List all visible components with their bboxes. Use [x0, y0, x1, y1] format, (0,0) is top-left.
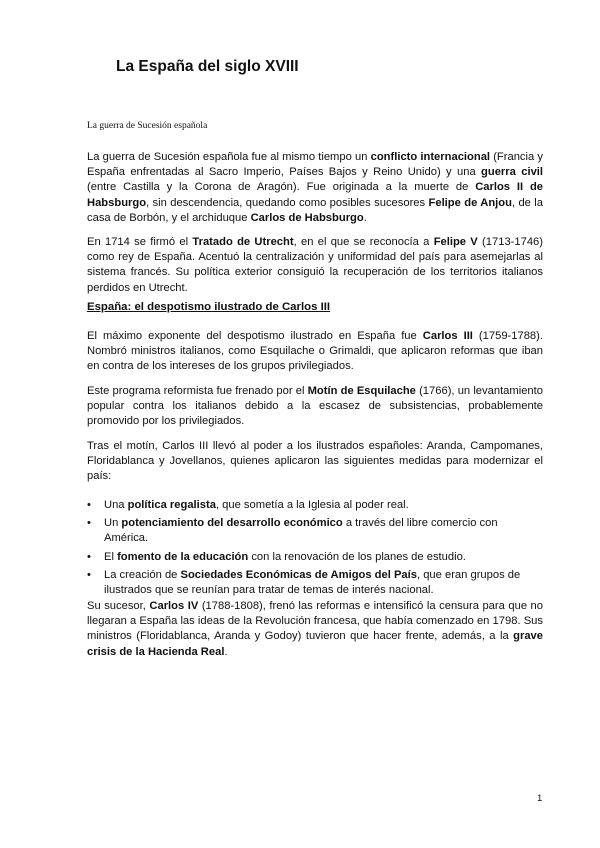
list-item: • Un potenciamiento del desarrollo económico a través del libre comercio con América. [87, 517, 498, 545]
list-item: • La creación de Sociedades Económicas de Amigos del País, que eran grupos de ilustrados que se reunían para tratar de temas de interés nacional. [87, 568, 521, 597]
paragraph-esquilache: Este programa reformista fue frenado por el Motín de Esquilache (1766), un levantamiento popular contra los italianos debido a la escasez de subsistencias, probablemente promovido por los privilegiados. [87, 385, 543, 428]
bullet-icon: • [87, 550, 91, 563]
list-item: • El fomento de la educación con la renovación de los planes de estudio. [87, 550, 543, 565]
measures-list [87, 498, 543, 601]
paragraph-ilustrados: Tras el motín, Carlos III llevó al poder a los ilustrados españoles: Aranda, Campomanes, Floridablanca y Jovellanos, quienes aplicaron las siguientes medidas para modernizar el país: [87, 440, 543, 483]
page-title: La España del siglo XVIII [116, 58, 299, 75]
bullet-icon: • [87, 568, 91, 581]
page-number: 1 [537, 793, 543, 804]
section-subtitle: La guerra de Sucesión española [87, 121, 208, 131]
paragraph-carlos-iii: El máximo exponente del despotismo ilustrado en España fue Carlos III (1759-1788). Nombró ministros italianos, como Esquilache o Grimaldi, que aplicaron reformas que iban en contra de los intereses de los grupos privilegiados. [87, 330, 543, 373]
paragraph-carlos-iv: Su sucesor, Carlos IV (1788-1808), frenó las reformas e intensificó la censura para que no llegaran a España las ideas de la Revolución francesa, que había comenzado en 1798. Sus ministros (Floridablanca, Aranda y Godoy) tuvieron que hacer frente, además, a la grave crisis de la Hacienda Real. [87, 600, 544, 658]
section-heading: España: el despotismo ilustrado de Carlos III [87, 301, 331, 313]
paragraph-succession-war: La guerra de Sucesión española fue al mismo tiempo un conflicto internacional (Francia y España enfrentadas al Sacro Imperio, Países Bajos y Reino Unido) y una guerra civil (entre Castilla y la Corona de Aragón). Fue originada a la muerte de Carlos II de Habsburgo, sin descendencia, quedando como posibles sucesores Felipe de Anjou, de la casa de Borbón, y el archiduque Carlos de Habsburgo. [87, 151, 544, 224]
bullet-icon: • [87, 517, 91, 530]
bullet-icon: • [87, 499, 91, 511]
paragraph-utrecht: En 1714 se firmó el Tratado de Utrecht, en el que se reconocía a Felipe V (1713-1746) como rey de España. Acentuó la centralización y uniformidad del país para asemejarlas al sistema francés. Su política exterior consiguió la recuperación de los territorios italianos perdidos en Utrecht. [87, 236, 544, 294]
list-item: • Una política regalista, que sometía a la Iglesia al poder real. [87, 498, 543, 513]
